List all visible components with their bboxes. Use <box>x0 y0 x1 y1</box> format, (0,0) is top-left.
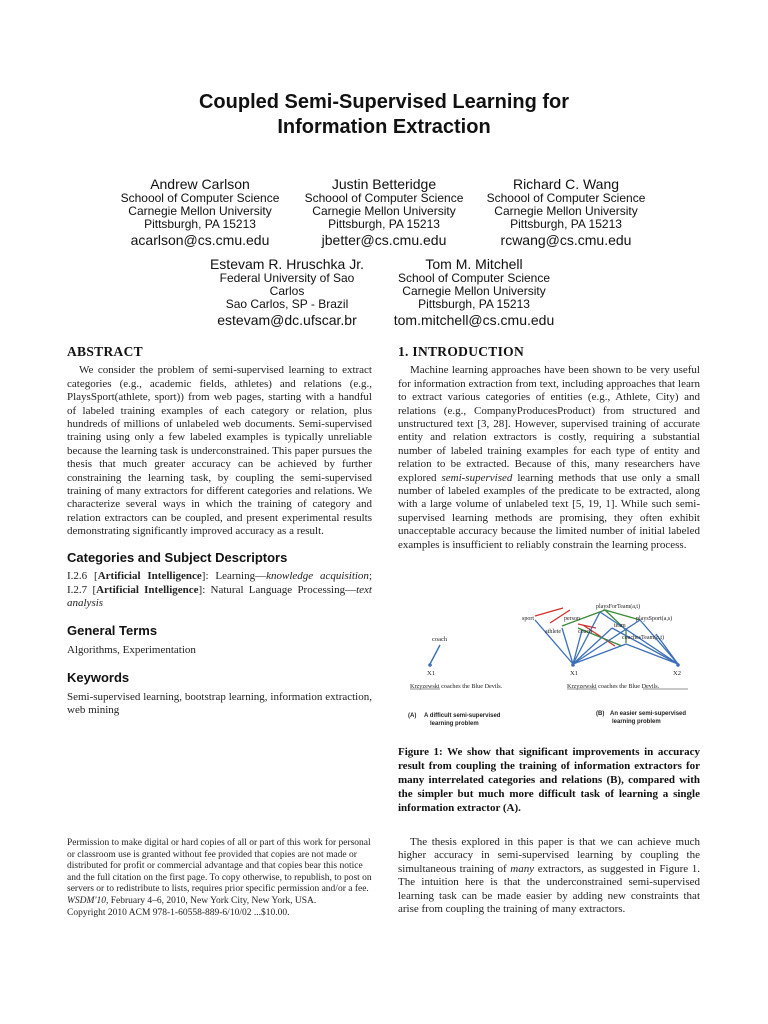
left-sentence: Krzyzewski coaches the Blue Devils. <box>410 683 503 690</box>
introduction-paragraph-2: The thesis explored in this paper is that we can achieve much higher accuracy in semi-supervised learning by coupling the simultaneous training of many extractors, as suggested in Figure 1. The intuition here is that the underconstrained semi-supervised learning task can be made easier by adding new constraints that arise from coupling the training of many extractors. <box>398 836 700 916</box>
author-block-betteridge <box>294 176 474 248</box>
right-column-bottom <box>398 836 700 916</box>
author-affiliation: Carlos <box>269 284 305 298</box>
figure-1-diagram <box>400 598 700 730</box>
title-line-2: Information Extraction <box>277 116 491 138</box>
author-affiliation: Schoool of Computer Science <box>120 191 280 205</box>
left-x1-label: X1 <box>427 670 435 677</box>
author-affiliation: Pittsburgh, PA 15213 <box>418 297 530 311</box>
author-name: Justin Betteridge <box>331 176 437 192</box>
categories-text: I.2.6 [Artificial Intelligence]: Learning—knowledge acquisition; I.2.7 [Artificial Intelligence]: Natural Language Processing—text analysis <box>67 570 372 609</box>
right-column-top <box>398 345 700 552</box>
author-affiliation: Pittsburgh, PA 15213 <box>144 217 256 231</box>
right-sentence: Krzyzewski coaches the Blue Devils. <box>567 683 660 690</box>
author-name: Andrew Carlson <box>150 176 250 192</box>
author-affiliation: Carnegie Mellon University <box>494 204 638 218</box>
left-x1-node <box>428 663 432 667</box>
left-edge <box>430 645 440 664</box>
right-team: team <box>614 623 626 629</box>
figure-1 <box>400 598 700 730</box>
right-coach: coach <box>578 629 592 635</box>
author-name: Tom M. Mitchell <box>425 256 523 272</box>
author-email[interactable]: rcwang@cs.cmu.edu <box>500 232 632 248</box>
author-email[interactable]: tom.mitchell@cs.cmu.edu <box>393 312 555 328</box>
author-email[interactable]: acarlson@cs.cmu.edu <box>130 232 270 248</box>
right-sport: sport <box>522 616 534 622</box>
author-affiliation: Sao Carlos, SP - Brazil <box>225 297 349 311</box>
permission-text: Permission to make digital or hard copies of all or part of this work for personal or classroom use is granted without fee provided that copies are not made or distributed for profit or commercial advantage and that copies bear this notice and the full citation on the first page. To copy otherwise, to republish, to post on servers or to redistribute to lists, requires prior specific permission and/or a fee. <box>67 838 372 895</box>
right-label-1: An easier semi-supervised <box>610 711 687 717</box>
abstract-heading: ABSTRACT <box>67 344 143 359</box>
author-affiliation: Schoool of Computer Science <box>486 191 646 205</box>
left-column <box>67 345 372 717</box>
right-x1-node <box>571 663 575 667</box>
author-affiliation: Pittsburgh, PA 15213 <box>328 217 440 231</box>
author-affiliation: School of Computer Science <box>397 271 551 285</box>
permission-notice <box>67 838 372 919</box>
author-name: Estevam R. Hruschka Jr. <box>209 256 365 272</box>
author-affiliation: Carnegie Mellon University <box>402 284 546 298</box>
author-affiliation: Schoool of Computer Science <box>304 191 464 205</box>
left-label-1: A difficult semi-supervised <box>424 713 501 719</box>
title-line-1: Coupled Semi-Supervised Learning for <box>198 91 570 113</box>
right-x2-node <box>676 663 680 667</box>
right-label-2: learning problem <box>612 719 661 725</box>
keywords-text: Semi-supervised learning, bootstrap learning, information extraction, web mining <box>67 690 372 716</box>
author-affiliation: Federal University of Sao <box>219 271 355 285</box>
right-plays-for-team: playsForTeam(a,t) <box>596 604 641 610</box>
venue-line: WSDM'10, February 4–6, 2010, New York City, New York, USA. <box>67 895 317 906</box>
author-block-hruschka <box>198 256 376 328</box>
author-affiliation: Carnegie Mellon University <box>128 204 272 218</box>
figure-1-caption <box>398 745 700 815</box>
left-tag: (A) <box>408 713 417 719</box>
paper-title <box>0 90 768 140</box>
introduction-heading: 1. INTRODUCTION <box>398 344 525 359</box>
author-block-wang <box>476 176 656 248</box>
right-tag: (B) <box>596 711 605 717</box>
author-email[interactable]: jbetter@cs.cmu.edu <box>321 232 447 248</box>
abstract-text: We consider the problem of semi-supervised learning to extract categories (e.g., academic fields, athletes) and relations (e.g., PlaysSport(athlete, sport)) from web pages, starting with a handful of labeled training examples of each category or relation, plus hundreds of millions of unlabeled web documents. Semi-supervised training using only a few labeled examples is typically unreliable because the learning task is underconstrained. This paper pursues the thesis that much greater accuracy can be achieved by further constraining the learning task, by coupling the semi-supervised training of many extractors for different categories and relations. We characterize several ways in which the training of category and relation extractors can be coupled, and present experimental results demonstrating significantly improved accuracy as a result. <box>67 364 372 538</box>
right-coaches-team: coachesTeam(c,t) <box>622 635 665 641</box>
right-person: person <box>564 616 580 622</box>
author-block-carlson <box>110 176 290 248</box>
figure-caption-text: Figure 1: We show that significant improvements in accuracy result from coupling the training of information extractors for many interrelated categories and relations (B), compared with the simpler but much more difficult task of learning a single information extractor (A). <box>398 746 700 814</box>
categories-heading: Categories and Subject Descriptors <box>67 549 288 565</box>
author-affiliation: Pittsburgh, PA 15213 <box>510 217 622 231</box>
author-affiliation: Carnegie Mellon University <box>312 204 456 218</box>
general-terms-text: Algorithms, Experimentation <box>67 643 196 656</box>
keywords-heading: Keywords <box>67 670 130 686</box>
right-x2-label: X2 <box>673 670 681 677</box>
general-terms-heading: General Terms <box>67 623 158 639</box>
introduction-paragraph-1: Machine learning approaches have been shown to be very useful for information extraction from text, including approaches that learn to extract various categories of entities (e.g., Athlete, City) and relations (e.g., CompanyProducesProduct) from structured and unstructured text [3, 28]. However, supervised training of accurate entity and relation extractors is costly, requiring a substantial number of labeled training examples for each type of entity and relation to be extracted. Because of this, many researchers have explored semi-supervised learning methods that use only a small number of labeled examples of the predicate to be extracted, along with a large volume of unlabeled text [5, 19, 1]. While such semi-supervised learning methods are promising, they often exhibit unacceptable accuracy because the limited number of initial labeled examples is insufficient to reliably constrain the learning process. <box>398 364 701 551</box>
left-coach-label: coach <box>432 636 448 643</box>
author-email[interactable]: estevam@dc.ufscar.br <box>217 312 357 328</box>
right-athlete: athlete <box>545 629 561 635</box>
left-label-2: learning problem <box>430 721 479 727</box>
author-block-mitchell <box>384 256 564 328</box>
author-name: Richard C. Wang <box>512 176 620 192</box>
right-plays-sport: playsSport(a,s) <box>636 616 673 622</box>
right-x1-label: X1 <box>570 670 578 677</box>
copyright-line: Copyright 2010 ACM 978-1-60558-889-6/10/02 ...$10.00. <box>67 907 290 918</box>
